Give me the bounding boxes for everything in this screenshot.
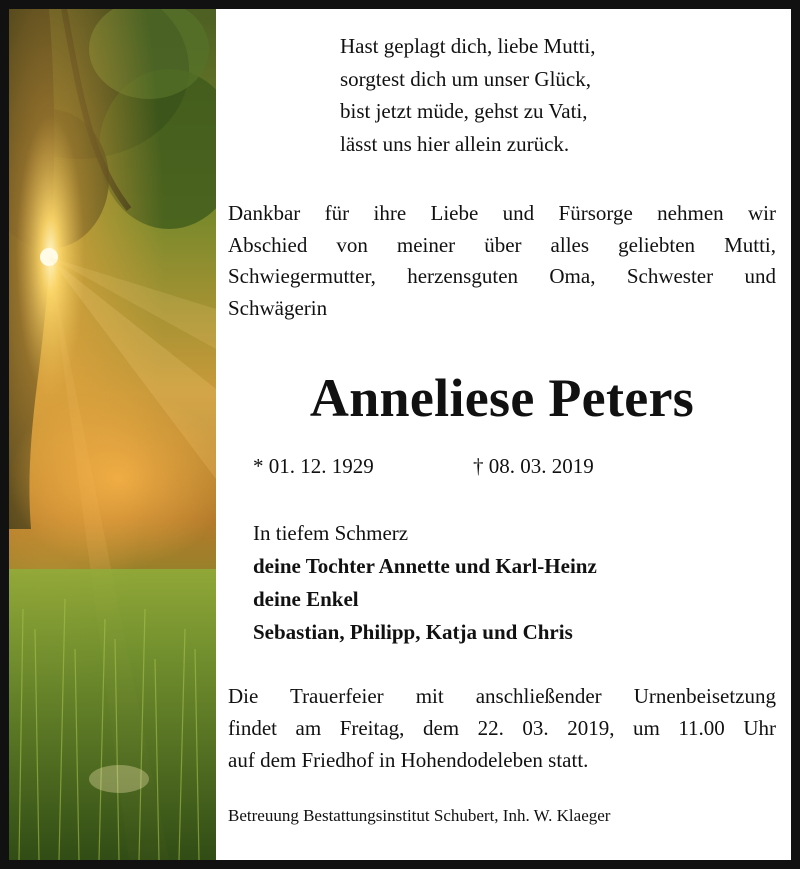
- mourner-line: Sebastian, Philipp, Katja und Chris: [253, 620, 573, 644]
- mourner-line: deine Enkel: [253, 587, 359, 611]
- poem-line: Hast geplagt dich, liebe Mutti,: [340, 34, 596, 58]
- undertaker-note: Betreuung Bestattungsinstitut Schubert, Inh. W. Klaeger: [228, 806, 611, 825]
- birth-date: * 01. 12. 1929: [253, 454, 374, 478]
- funeral-details: [228, 680, 776, 776]
- poem: [340, 30, 760, 160]
- intro-line: Dankbar für ihre Liebe und Fürsorge nehmen wir: [228, 201, 776, 225]
- mourners-intro: In tiefem Schmerz: [253, 521, 409, 545]
- funeral-line: findet am Freitag, dem 22. 03. 2019, um 11.00 Uhr: [228, 716, 776, 740]
- forest-sunlight-image: [9, 9, 216, 860]
- intro-line: Abschied von meiner über alles geliebten Mutti,: [228, 232, 776, 257]
- mourner-line: deine Tochter Annette und Karl-Heinz: [253, 554, 597, 578]
- death-date: † 08. 03. 2019: [473, 454, 594, 478]
- intro-line: Schwägerin: [228, 295, 328, 320]
- mourners-block: [253, 517, 773, 649]
- funeral-line: Die Trauerfeier mit anschließender Urnenbeisetzung: [228, 684, 776, 708]
- poem-line: bist jetzt müde, gehst zu Vati,: [340, 99, 588, 123]
- deceased-name: Anneliese Peters: [309, 368, 695, 428]
- poem-line: lässt uns hier allein zurück.: [340, 131, 570, 156]
- intro-line: Schwiegermutter, herzensguten Oma, Schwester und: [228, 264, 776, 288]
- intro-paragraph: [228, 198, 776, 324]
- poem-line: sorgtest dich um unser Glück,: [340, 66, 591, 91]
- funeral-line: auf dem Friedhof in Hohendodeleben statt.: [228, 748, 589, 772]
- forest-sunlight-illustration: [9, 9, 216, 860]
